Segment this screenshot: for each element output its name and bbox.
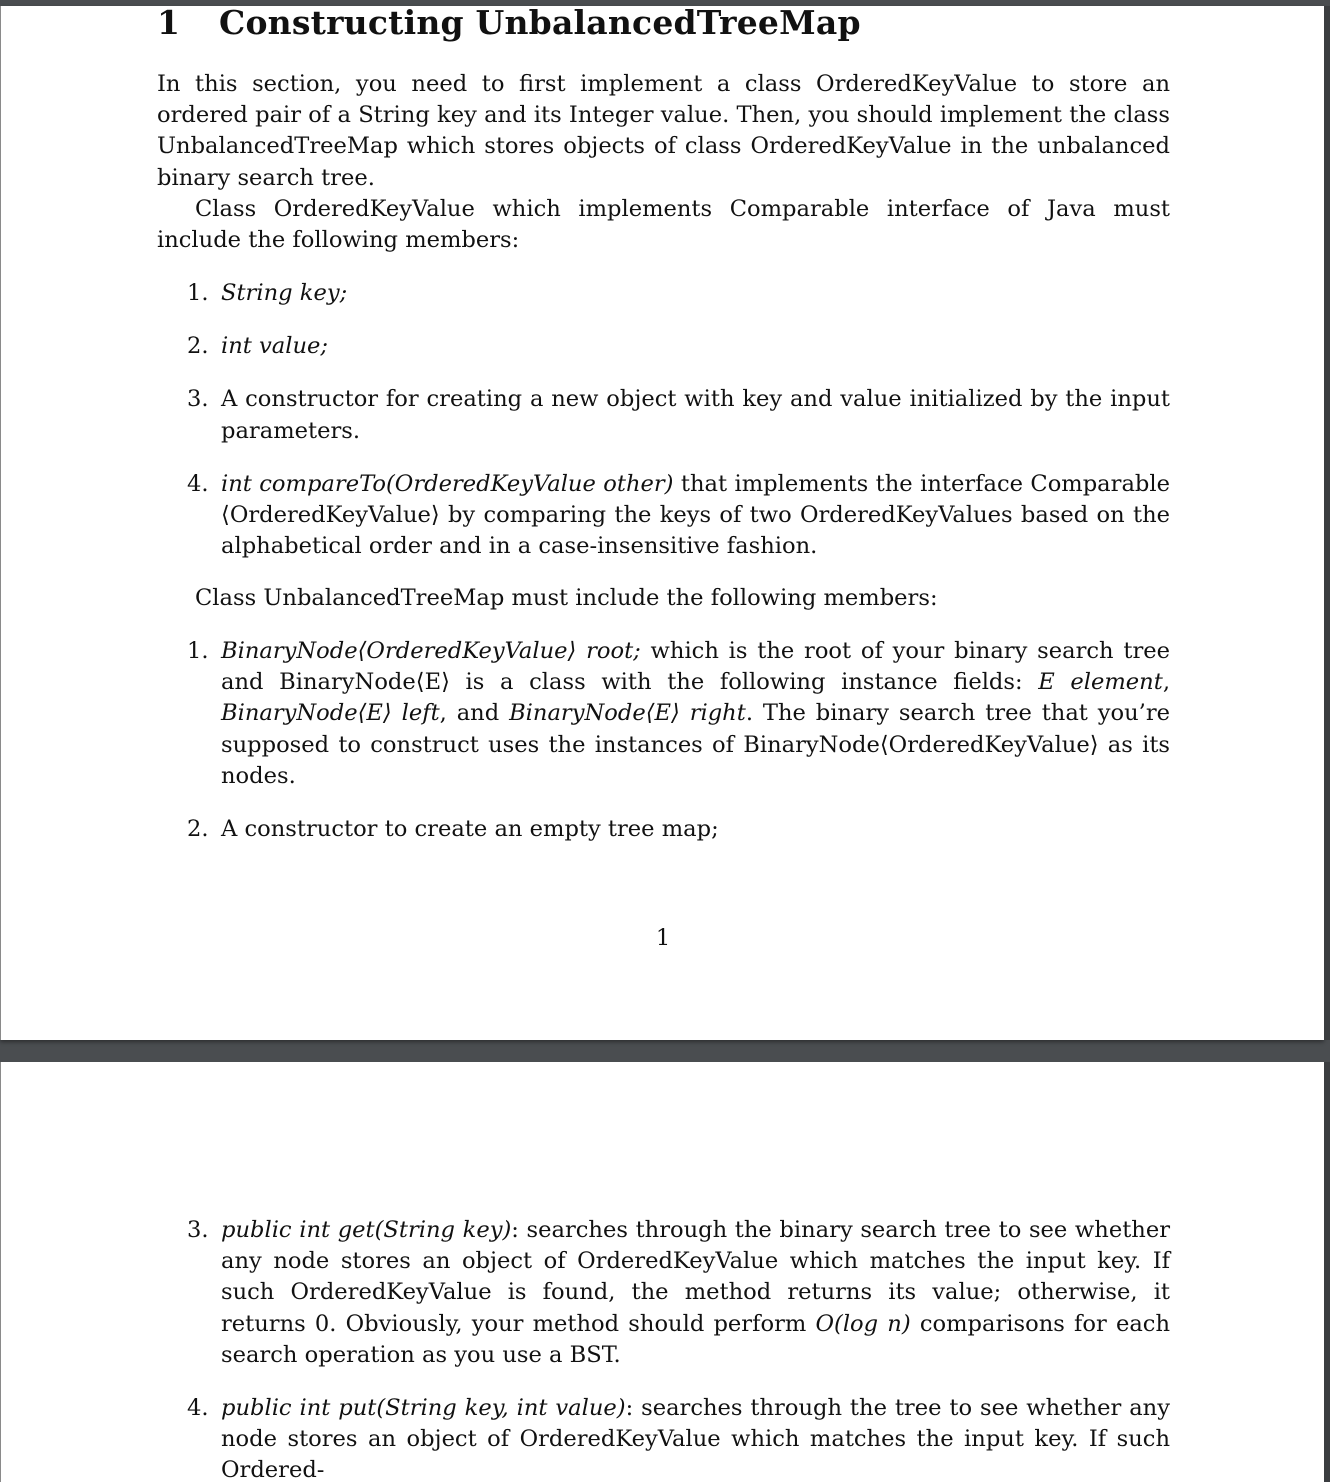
list-item-number: 1.: [187, 280, 209, 306]
okv-members-list: [157, 278, 1170, 562]
list-item: [157, 1215, 1170, 1371]
utm-intro-paragraph: Class UnbalancedTreeMap must include the following members:: [195, 585, 938, 611]
utm-intro: [157, 583, 1170, 614]
list-item: [157, 814, 1170, 845]
page-number: 1: [655, 925, 671, 951]
section-number: 1: [157, 6, 181, 42]
section-body: [157, 69, 1170, 256]
member-description: A constructor to create an empty tree map;: [221, 816, 719, 843]
list-item: [157, 469, 1170, 563]
list-item-number: 1.: [187, 638, 209, 664]
utm-members-list-continued: [157, 1215, 1170, 1482]
list-item-number: 4.: [187, 1395, 209, 1422]
member-signature: int value;: [221, 333, 329, 360]
member-signature: public int get(String key): [221, 1217, 512, 1243]
text-fragment: . The binary search tree that you’re supposed to construct uses the instances of BinaryNode⟨OrderedKeyValue⟩ as its nodes.: [221, 700, 1171, 789]
list-item-number: 2.: [187, 816, 209, 843]
member-description: that implements the interface Comparable ⟨OrderedKeyValue⟩ by comparing the keys of two OrderedKeyValues based on the alphabetical order and in a case-insensitive fashion.: [221, 470, 1170, 560]
intro-paragraph: In this section, you need to first implement a class OrderedKeyValue to store an ordered pair of a String key and its Integer value. Then, you should implement the class UnbalancedTreeMap which stores objects of class OrderedKeyValue in the unbalanced binary search tree.: [157, 71, 1170, 191]
member-signature: public int put(String key, int value): [221, 1395, 626, 1422]
pdf-page-2: [0, 1062, 1324, 1482]
section-heading: [157, 6, 861, 42]
list-item-number: 4.: [187, 470, 209, 497]
member-signature: BinaryNode⟨OrderedKeyValue⟩ root;: [221, 638, 641, 664]
list-item-number: 3.: [187, 386, 209, 413]
member-signature: int compareTo(OrderedKeyValue other): [221, 470, 674, 497]
page-shadow: [1324, 6, 1330, 1040]
big-o-expression: O(log n): [815, 1310, 911, 1337]
text-fragment: comparisons for each search operation as you use a BST.: [221, 1310, 1171, 1368]
list-item: [157, 331, 1170, 362]
field-right: BinaryNode⟨E⟩ right: [509, 700, 746, 727]
member-signature: String key;: [221, 280, 348, 306]
list-item: [157, 278, 1170, 309]
member-description: : searches through the binary search tree to see whether any node stores an object of OrderedKeyValue which matches the input key. If such OrderedKeyValue is found, the method returns its value; otherwise, it returns 0. Obviously, your method should perform: [221, 1217, 1170, 1337]
field-element: E element: [1038, 669, 1163, 696]
list-item: [157, 1393, 1170, 1482]
section-title: Constructing UnbalancedTreeMap: [219, 6, 861, 42]
pdf-page-1: [0, 6, 1324, 1040]
list-item: [157, 384, 1170, 446]
member-description: A constructor for creating a new object with key and value initialized by the input parameters.: [221, 386, 1170, 444]
member-description: : searches through the tree to see whether any node stores an object of OrderedKeyValue which matches the input key. If such Ordered-: [221, 1395, 1170, 1482]
utm-members-list: [157, 636, 1170, 845]
field-left: BinaryNode⟨E⟩ left: [221, 700, 440, 727]
text-fragment: , and: [439, 700, 510, 727]
member-description: which is the root of your binary search tree and BinaryNode⟨E⟩ is a class with the following instance fields:: [221, 638, 1170, 696]
list-item-number: 3.: [187, 1217, 209, 1243]
list-item-number: 2.: [187, 333, 209, 360]
list-item: [157, 636, 1170, 792]
okv-intro-paragraph: Class OrderedKeyValue which implements Comparable interface of Java must include the following members:: [157, 195, 1170, 254]
page-shadow: [1324, 1062, 1330, 1482]
text-fragment: ,: [1162, 669, 1170, 696]
